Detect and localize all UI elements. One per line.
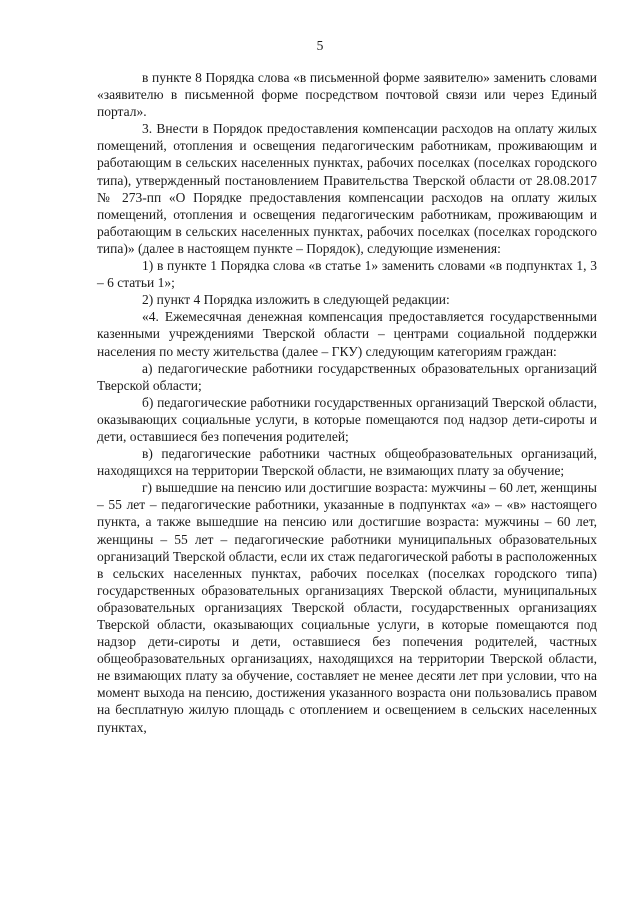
paragraph-category-v: в) педагогические работники частных общеобразовательных организаций, находящихся на территории Тверской области, не взимающих плату за обучение; bbox=[97, 446, 597, 479]
paragraph-subitem-2: 2) пункт 4 Порядка изложить в следующей редакции: bbox=[142, 292, 450, 308]
paragraph-point-4: «4. Ежемесячная денежная компенсация предоставляется государственными казенными учреждениями Тверской области – центрами социальной поддержки населения по месту жительства (далее – ГКУ) следующим категориям граждан: bbox=[97, 309, 597, 359]
page-number: 5 bbox=[316, 38, 324, 53]
paragraph-point-8-amendment: в пункте 8 Порядка слова «в письменной форме заявителю» заменить словами «заявителю в письменной форме посредством почтовой связи или через Единый портал». bbox=[97, 70, 597, 120]
paragraph-category-g: г) вышедшие на пенсию или достигшие возраста: мужчины – 60 лет, женщины – 55 лет – педагогические работники, указанные в подпунктах «а» – «в» настоящего пункта, а также вышедшие на пенсию или достигшие возраста: мужчины – 60 лет, женщины – 55 лет – педагогические работники муниципальных образовательных организаций Тверской области, если их стаж педагогической работы в расположенных в сельских населенных пунктах, рабочих поселках (поселках городского типа) государственных образовательных организациях Тверской области, муниципальных образовательных организациях Тверской области, государственных организациях Тверской области, оказывающих социальные услуги, в которые помещаются под надзор дети-сироты и дети, оставшиеся без попечения родителей, частных общеобразовательных организациях, находящихся на территории Тверской области, не взимающих плату за обучение, составляет не менее десяти лет при условии, что на момент выхода на пенсию, достижения указанного возраста они пользовались правом на бесплатную жилую площадь с отоплением и освещением в сельских населенных пунктах, bbox=[97, 480, 597, 735]
paragraph-category-b: б) педагогические работники государственных организаций Тверской области, оказывающих социальные услуги, в которые помещаются под надзор дети-сироты и дети, оставшиеся без попечения родителей; bbox=[97, 394, 597, 444]
paragraph-item-3: 3. Внести в Порядок предоставления компенсации расходов на оплату жилых помещений, отопления и освещения педагогическим работникам, проживающим и работающим в сельских населенных пунктах, рабочих поселках (поселках городского типа), утвержденный постановлением Правительства Тверской области от 28.08.2017 № 273-пп «О Порядке предоставления компенсации расходов на оплату жилых помещений, отопления и освещения педагогическим работникам, проживающим и работающим в сельских населенных пунктах, рабочих поселках (поселках городского типа)» (далее в настоящем пункте – Порядок), следующие изменения: bbox=[97, 121, 597, 256]
paragraph-subitem-1: 1) в пункте 1 Порядка слова «в статье 1» заменить словами «в подпунктах 1, 3 – 6 статьи 1»; bbox=[97, 258, 597, 291]
paragraph-category-a: а) педагогические работники государственных образовательных организаций Тверской области; bbox=[97, 360, 597, 393]
document-body bbox=[97, 69, 597, 736]
